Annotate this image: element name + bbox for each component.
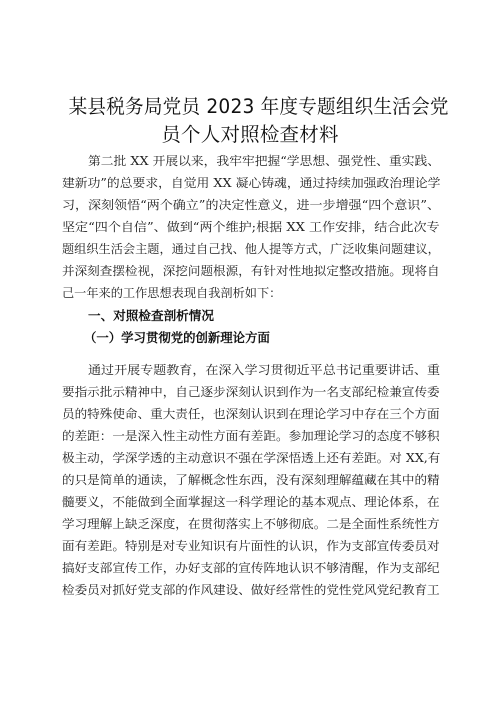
intro-line: 题组织生活会主题，通过自己找、他人提等方式，广泛收集问题建议， [62,242,440,256]
intro-line: 建新功”的总要求，自觉用 XX 凝心铸魂，通过持续加强政治理论学 [62,176,441,190]
body-line: 髓要义，不能做到全面掌握这一科学理论的基本观点、理论体系，在 [62,495,440,509]
body-line: 要指示批示精神中，自己逐步深刻认识到作为一名支部纪检兼宣传委 [62,385,440,399]
body-line: 的差距：一是深入性主动性方面有差距。参加理论学习的态度不够积 [62,429,440,443]
body-line: 搞好支部宣传工作，办好支部的宣传阵地认识不够清醒，作为支部纪 [62,561,440,575]
body-line: 员的特殊使命、重大责任，也深刻认识到在理论学习中存在三个方面 [62,407,440,421]
intro-line: 第二批 XX 开展以来，我牢牢把握“学思想、强党性、重实践、 [88,154,441,168]
document-title-line-2: 员个人对照检查材料 [161,123,339,146]
intro-line: 己一年来的工作思想表现自我剖析如下： [62,286,282,300]
body-line: 学习理解上缺乏深度，在贯彻落实上不够彻底。二是全面性系统性方 [62,517,440,531]
document-title-line-1: 某县税务局党员 2023 年度专题组织生活会党 [68,95,449,118]
intro-line: 并深刻查摆检视，深挖问题根源，有针对性地拟定整改措施。现将自 [62,264,440,278]
body-line: 面有差距。特别是对专业知识有片面性的认识，作为支部宣传委员对 [62,539,440,553]
section-heading: 一、对照检查剖析情况 [88,308,214,323]
subsection-heading: （一）学习贯彻党的创新理论方面 [84,330,270,345]
body-line: 通过开展专题教育，在深入学习贯彻近平总书记重要讲话、重 [88,363,441,377]
intro-line: 坚定“四个自信”、做到“两个维护;根据 XX 工作安排，结合此次专 [62,220,440,234]
body-line: 极主动，学深学透的主动意识不强在学深悟透上还有差距。对 XX,有 [62,451,441,465]
intro-line: 习，深刻领悟“两个确立”的决定性意义，进一步增强“四个意识”、 [62,198,441,212]
body-line: 的只是简单的通读，了解概念性东西，没有深刻理解蕴藏在其中的精 [62,473,440,487]
body-line: 检委员对抓好党支部的作风建设、做好经常性的党性党风党纪教育工 [62,583,440,597]
